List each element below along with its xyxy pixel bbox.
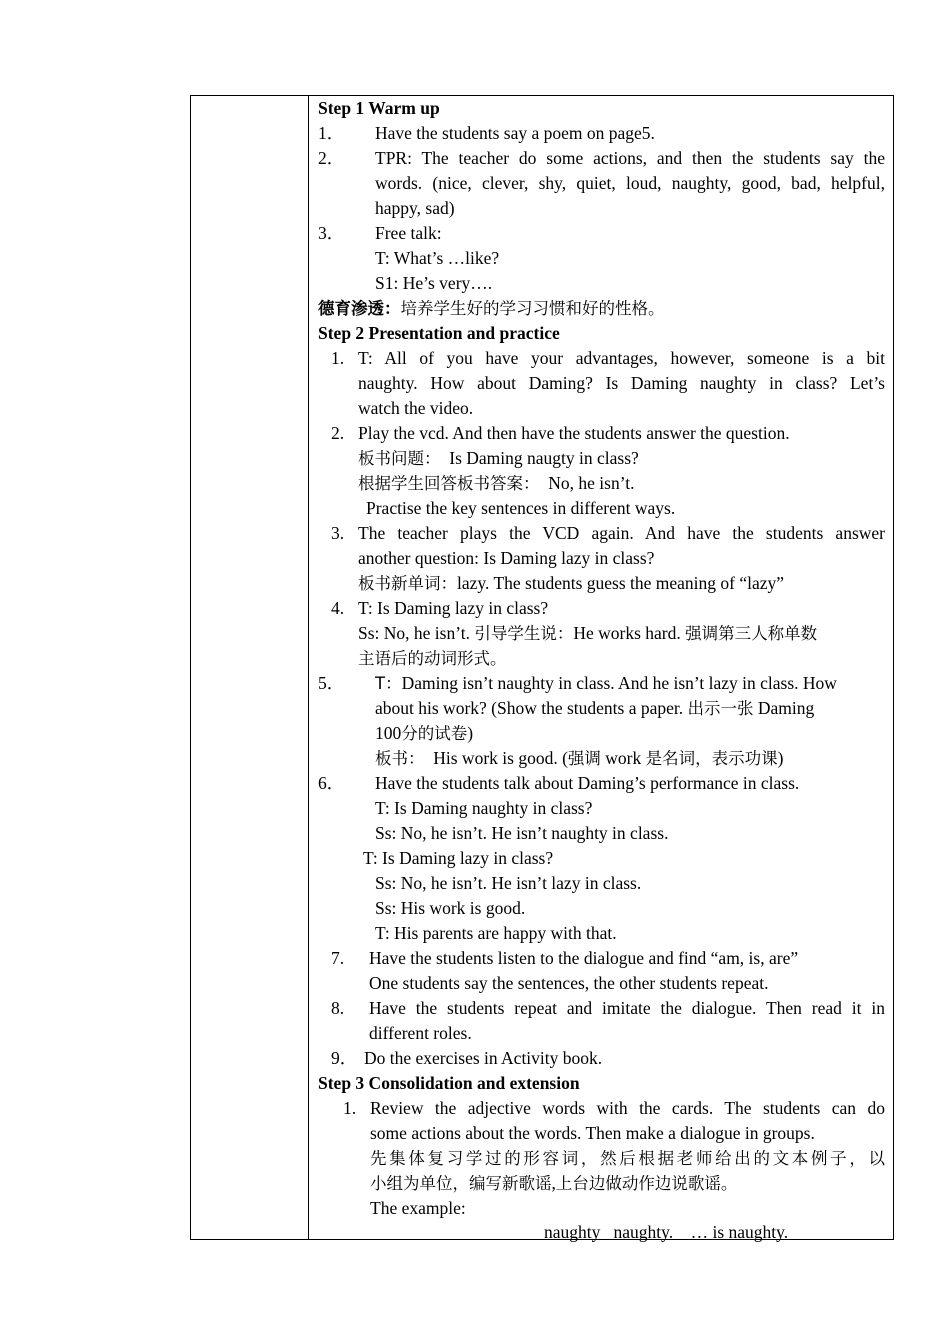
step2-item-2-line-2 <box>358 446 639 471</box>
step2-item-8-line-1: Have the students repeat and imitate the dialogue. Then read it in <box>369 998 885 1018</box>
board-label: 板书： <box>375 749 425 768</box>
step1-number-3: 3． <box>318 223 345 243</box>
step2-number-1: 1. <box>331 348 345 368</box>
step2-item-6-line-2: T: Is Daming naughty in class? <box>375 798 593 818</box>
step3-chinese-b: 上台边做动作边说歌谣。 <box>555 1174 738 1193</box>
step2-number-4: 4. <box>331 598 345 618</box>
step3-chinese-a: 小组为单位，编写新歌谣 <box>370 1174 552 1193</box>
item-5-paren: ) <box>467 723 474 743</box>
step1-number-2: 2． <box>318 148 345 168</box>
step3-item-1-line-5: The example: <box>370 1198 466 1218</box>
step3-item-1-line-3: 先集体复习学过的形容词，然后根据老师给出的文本例子，以 <box>370 1149 885 1168</box>
step2-item-6-line-7: T: His parents are happy with that. <box>375 923 617 943</box>
step3-item-1-line-1: Review the adjective words with the cards. The students can do <box>370 1098 885 1118</box>
step2-item-4-line-1: T: Is Daming lazy in class? <box>358 598 549 618</box>
step3-number-1: 1. <box>343 1098 357 1118</box>
emphasis-label: 强调 <box>567 749 601 768</box>
moral-education-text: 培养学生好的学习习惯和好的性格。 <box>400 299 665 318</box>
step2-item-7-line-1: Have the students listen to the dialogue and find “am, is, are” <box>369 948 799 968</box>
step1-title: Step 1 Warm up <box>318 98 440 118</box>
board-answer-label: 根据学生回答板书答案： <box>358 474 540 493</box>
step2-item-5-line-4 <box>375 746 783 771</box>
board-answer-text: No, he isn’t. <box>548 473 635 493</box>
step1-item-3-line-1: Free talk: <box>375 223 442 243</box>
step2-item-3-line-3 <box>358 571 784 596</box>
emphasis-word: work <box>605 748 642 768</box>
item-5-name: Daming <box>757 698 815 718</box>
lesson-table <box>190 95 894 1240</box>
step2-number-6: 6． <box>318 773 345 793</box>
item-4-guide-label: 引导学生说： <box>474 624 574 643</box>
step2-item-8-line-2: different roles. <box>369 1023 472 1043</box>
item-5-line-1-text: Daming isn’t naughty in class. And he isn’t lazy in class. How <box>401 673 837 693</box>
step2-number-9: 9． <box>331 1048 358 1068</box>
step2-item-6-line-3: Ss: No, he isn’t. He isn’t naughty in class. <box>375 823 669 843</box>
step2-number-8: 8. <box>331 998 345 1018</box>
step2-item-3-line-2: another question: Is Daming lazy in class? <box>358 548 655 568</box>
step3-example-chant: naughty naughty. … is naughty. <box>544 1222 789 1242</box>
item-5-show-paper: 出示一张 <box>687 699 754 718</box>
item-5-paper-label: 分的试卷 <box>401 724 468 743</box>
step1-item-3-line-2: T: What’s …like? <box>375 248 500 268</box>
new-word-text: lazy. The students guess the meaning of “lazy” <box>457 573 785 593</box>
step2-number-5: 5． <box>318 673 345 693</box>
step1-item-2-line-2: words. (nice, clever, shy, quiet, loud, naughty, good, bad, helpful, <box>375 173 885 193</box>
item-4-guide-sentence: He works hard. <box>573 623 681 643</box>
step2-item-2-line-1: Play the vcd. And then have the students answer the question. <box>358 423 790 443</box>
item-4-emphasis: 强调第三人称单数 <box>685 624 818 643</box>
emphasis-paren: ) <box>777 748 784 768</box>
step2-item-5-line-3 <box>375 721 473 746</box>
item-5-score: 100 <box>375 723 402 743</box>
step2-item-5-line-2 <box>375 696 814 721</box>
teacher-label: T： <box>375 674 402 693</box>
item-5-line-2-text: about his work? (Show the students a paper. <box>375 698 684 718</box>
step2-item-3-line-1: The teacher plays the VCD again. And have the students answer <box>358 523 885 543</box>
step2-item-2-line-4: Practise the key sentences in different ways. <box>366 498 676 518</box>
board-sentence: His work is good. ( <box>433 748 568 768</box>
step2-title: Step 2 Presentation and practice <box>318 323 560 343</box>
step3-item-1-line-2: some actions about the words. Then make a dialogue in groups. <box>370 1123 815 1143</box>
step2-number-2: 2. <box>331 423 345 443</box>
step1-item-2-line-1: TPR: The teacher do some actions, and then the students say the <box>375 148 885 168</box>
moral-education-label: 德育渗透： <box>318 299 401 318</box>
moral-education-line <box>318 296 665 321</box>
step2-item-6-line-4: T: Is Daming lazy in class? <box>363 848 554 868</box>
item-4-answer: Ss: No, he isn’t. <box>358 623 470 643</box>
step3-item-1-line-4 <box>370 1171 737 1196</box>
step1-item-2-line-3: happy, sad) <box>375 198 455 218</box>
step2-item-1-line-3: watch the video. <box>358 398 474 418</box>
step2-item-9-line-1: Do the exercises in Activity book. <box>364 1048 603 1068</box>
board-question-label: 板书问题： <box>358 449 441 468</box>
step2-item-4-line-2 <box>358 621 817 646</box>
step2-item-2-line-3 <box>358 471 634 496</box>
step2-item-4-line-3: 主语后的动词形式。 <box>358 649 507 668</box>
step2-item-6-line-1: Have the students talk about Daming’s performance in class. <box>375 773 800 793</box>
emphasis-note: 是名词，表示功课 <box>645 749 778 768</box>
step2-item-6-line-5: Ss: No, he isn’t. He isn’t lazy in class. <box>375 873 642 893</box>
step2-item-1-line-1: T: All of you have your advantages, however, someone is a bit <box>358 348 885 368</box>
step1-item-1: Have the students say a poem on page5. <box>375 123 655 143</box>
step2-item-1-line-2: naughty. How about Daming? Is Daming naughty in class? Let’s <box>358 373 885 393</box>
step2-item-5-line-1 <box>375 671 837 696</box>
board-question-text: Is Daming naugty in class? <box>449 448 639 468</box>
new-word-label: 板书新单词： <box>358 574 457 593</box>
step2-item-6-line-6: Ss: His work is good. <box>375 898 526 918</box>
step2-number-3: 3. <box>331 523 345 543</box>
step1-number-1: 1． <box>318 123 345 143</box>
step3-title: Step 3 Consolidation and extension <box>318 1073 580 1093</box>
step2-number-7: 7. <box>331 948 345 968</box>
step3-comma: , <box>551 1173 556 1193</box>
column-divider <box>308 96 309 1239</box>
step1-item-3-line-3: S1: He’s very…. <box>375 273 493 293</box>
step2-item-7-line-2: One students say the sentences, the other students repeat. <box>369 973 769 993</box>
